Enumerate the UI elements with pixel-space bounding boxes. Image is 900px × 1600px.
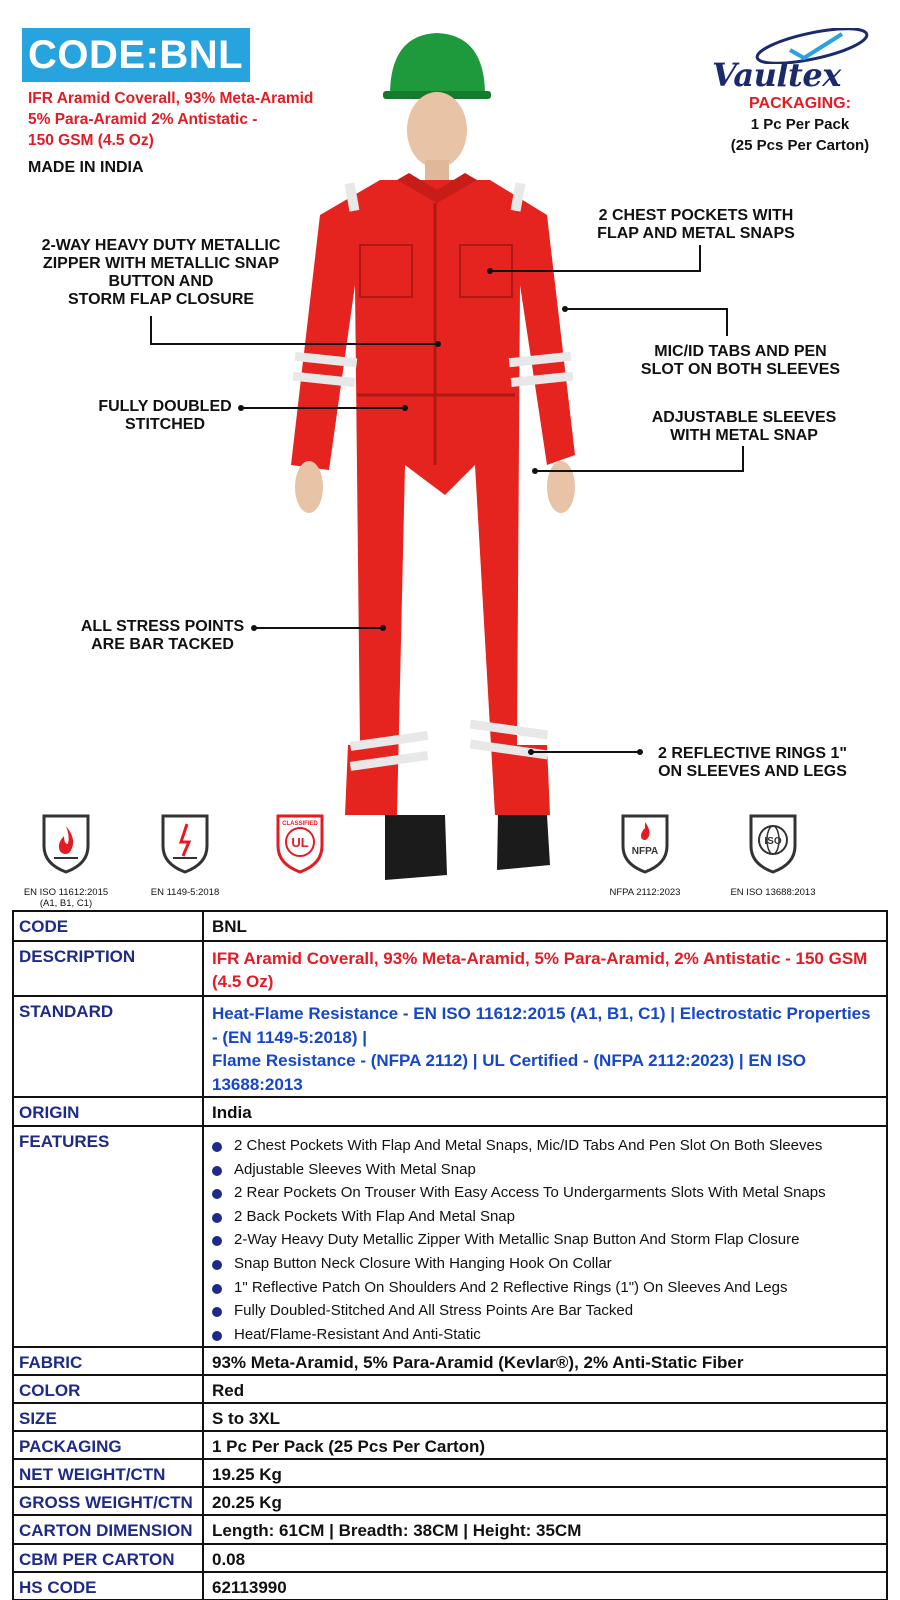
leader-dot [562, 306, 568, 312]
list-item: Heat/Flame-Resistant And Anti-Static [212, 1323, 878, 1347]
list-item: 2 Rear Pockets On Trouser With Easy Access To Undergarments Slots With Metal Snaps [212, 1181, 878, 1205]
flame-shield-icon [40, 812, 92, 874]
leader-line [535, 470, 744, 472]
code-badge: CODE:BNL [22, 28, 250, 82]
callout-stitched: FULLY DOUBLED STITCHED [98, 398, 232, 433]
cert-en-iso-13688 [713, 812, 833, 898]
leader-line [241, 407, 406, 409]
packaging-line-1: 1 Pc Per Pack [750, 116, 850, 133]
row-key: CBM PER CARTON [13, 1544, 203, 1572]
callout-stress: ALL STRESS POINTS ARE BAR TACKED [80, 618, 245, 653]
cert-en-1149 [125, 812, 245, 898]
row-value: 62113990 [203, 1572, 887, 1600]
electrostatic-shield-icon [159, 812, 211, 874]
list-item: Adjustable Sleeves With Metal Snap [212, 1158, 878, 1182]
row-value: 93% Meta-Aramid, 5% Para-Aramid (Kevlar®), 2% Anti-Static Fiber [203, 1347, 887, 1375]
row-key: FABRIC [13, 1347, 203, 1375]
right-boot [497, 815, 550, 870]
row-value: BNL [203, 911, 887, 941]
table-row [13, 1544, 887, 1572]
table-row [13, 1431, 887, 1459]
nfpa-shield-icon [619, 812, 671, 874]
row-value: Red [203, 1375, 887, 1403]
row-value: 19.25 Kg [203, 1459, 887, 1487]
list-item: 1" Reflective Patch On Shoulders And 2 Reflective Rings (1") On Sleeves And Legs [212, 1276, 878, 1300]
list-item: 2 Chest Pockets With Flap And Metal Snaps, Mic/ID Tabs And Pen Slot On Both Sleeves [212, 1134, 878, 1158]
list-item: Snap Button Neck Closure With Hanging Hook On Collar [212, 1252, 878, 1276]
cert-label: EN ISO 13688:2013 [730, 887, 816, 898]
table-row [13, 1403, 887, 1431]
row-value: Heat-Flame Resistance - EN ISO 11612:2015 (A1, B1, C1) | Electrostatic Properties - (EN 1149-5:2018) | Flame Resistance - (NFPA 2112) | UL Certified - (NFPA 2112:2023) | EN ISO 13688:2013 [203, 996, 887, 1097]
list-item: 2 Back Pockets With Flap And Metal Snap [212, 1205, 878, 1229]
row-key: DESCRIPTION [13, 941, 203, 996]
leader-dot [532, 468, 538, 474]
list-item: Fully Doubled-Stitched And All Stress Points Are Bar Tacked [212, 1299, 878, 1323]
row-value: S to 3XL [203, 1403, 887, 1431]
cert-label: NFPA 2112:2023 [609, 887, 681, 898]
row-key: PACKAGING [13, 1431, 203, 1459]
callout-mic-tabs: MIC/ID TABS AND PEN SLOT ON BOTH SLEEVES [640, 343, 841, 378]
leader-dot [487, 268, 493, 274]
packaging-title: PACKAGING: [749, 95, 851, 112]
cert-ul-classified [240, 812, 360, 879]
leader-line [150, 316, 152, 344]
svg-text:ISO: ISO [764, 836, 782, 847]
table-row [13, 1572, 887, 1600]
logo-text: Vaultex [712, 56, 841, 94]
coverall-body [291, 180, 575, 815]
table-row [13, 996, 887, 1097]
leader-line [490, 270, 701, 272]
row-value [203, 1126, 887, 1347]
table-row [13, 1097, 887, 1126]
iso-globe-shield-icon [747, 812, 799, 874]
table-row [13, 1515, 887, 1544]
row-key: CARTON DIMENSION [13, 1515, 203, 1544]
row-value: 1 Pc Per Pack (25 Pcs Per Carton) [203, 1431, 887, 1459]
leader-line [726, 308, 728, 336]
table-row [13, 1126, 887, 1347]
row-value: India [203, 1097, 887, 1126]
cert-en-iso-11612 [6, 812, 126, 909]
row-key: ORIGIN [13, 1097, 203, 1126]
leader-dot [402, 405, 408, 411]
list-item: 2-Way Heavy Duty Metallic Zipper With Metallic Snap Button And Storm Flap Closure [212, 1228, 878, 1252]
row-value: 0.08 [203, 1544, 887, 1572]
table-row [13, 1375, 887, 1403]
row-key: NET WEIGHT/CTN [13, 1459, 203, 1487]
row-key: SIZE [13, 1403, 203, 1431]
leader-line [699, 245, 701, 272]
row-value: 20.25 Kg [203, 1487, 887, 1515]
features-list [212, 1132, 878, 1346]
leader-line [742, 446, 744, 472]
leader-line [531, 751, 641, 753]
product-description: IFR Aramid Coverall, 93% Meta-Aramid 5% Para-Aramid 2% Antistatic - 150 GSM (4.5 Oz) [28, 90, 314, 149]
helmet-icon [390, 33, 485, 95]
cert-label: EN ISO 11612:2015 (A1, B1, C1) [23, 887, 109, 909]
callout-reflective: 2 REFLECTIVE RINGS 1" ON SLEEVES AND LEGS [658, 745, 847, 780]
svg-text:CLASSIFIED: CLASSIFIED [282, 821, 318, 827]
svg-text:NFPA: NFPA [631, 846, 659, 857]
row-key: HS CODE [13, 1572, 203, 1600]
cert-label: EN 1149-5:2018 [150, 887, 220, 898]
callout-chest-pockets: 2 CHEST POCKETS WITH FLAP AND METAL SNAPS [597, 207, 795, 242]
row-key: COLOR [13, 1375, 203, 1403]
left-boot [385, 815, 447, 880]
leader-dot [435, 341, 441, 347]
leader-dot [637, 749, 643, 755]
leader-dot [380, 625, 386, 631]
packaging-line-2: (25 Pcs Per Carton) [730, 137, 870, 154]
table-row [13, 1487, 887, 1515]
cert-nfpa-2112 [585, 812, 705, 898]
row-value: IFR Aramid Coverall, 93% Meta-Aramid, 5% Para-Aramid, 2% Antistatic - 150 GSM (4.5 Oz) [203, 941, 887, 996]
made-in-label: MADE IN INDIA [28, 159, 144, 176]
table-row [13, 1459, 887, 1487]
callout-sleeves: ADJUSTABLE SLEEVES WITH METAL SNAP [651, 409, 837, 444]
coverall-figure [285, 25, 585, 905]
callout-zipper: 2-WAY HEAVY DUTY METALLIC ZIPPER WITH METALLIC SNAP BUTTON AND STORM FLAP CLOSURE [41, 237, 281, 308]
table-row [13, 941, 887, 996]
row-key: CODE [13, 911, 203, 941]
row-value: Length: 61CM | Breadth: 38CM | Height: 35CM [203, 1515, 887, 1544]
row-key: GROSS WEIGHT/CTN [13, 1487, 203, 1515]
table-row [13, 1347, 887, 1375]
row-key: STANDARD [13, 996, 203, 1097]
ul-classified-icon [274, 812, 326, 874]
table-row [13, 911, 887, 941]
row-key: FEATURES [13, 1126, 203, 1347]
svg-text:UL: UL [291, 835, 309, 850]
leader-line [254, 627, 384, 629]
leader-line [565, 308, 728, 310]
leader-line [150, 343, 438, 345]
mannequin-head [407, 92, 467, 168]
vaultex-logo [710, 28, 880, 94]
spec-table [12, 910, 888, 1600]
